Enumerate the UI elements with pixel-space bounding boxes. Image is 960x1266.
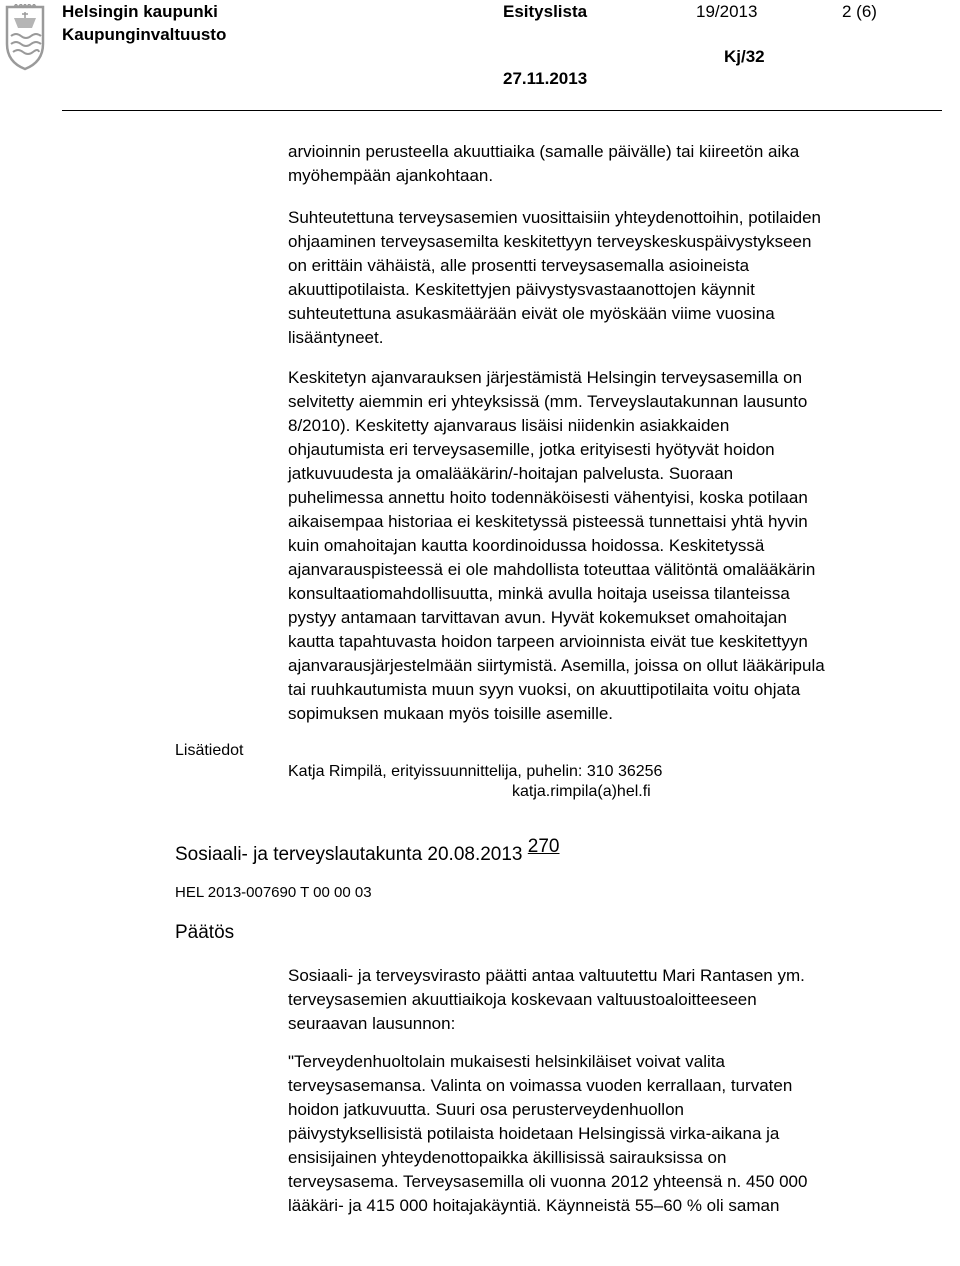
paragraph-2 [288, 206, 928, 350]
text-line: ajanvarausjärjestelmään siirtymistä. Asemilla, joissa on ollut lääkäripula [288, 656, 825, 675]
text-line: myöhempään ajankohtaan. [288, 166, 494, 185]
meeting-heading [175, 836, 560, 867]
diary-number: HEL 2013-007690 T 00 00 03 [175, 884, 372, 901]
text-line: akuuttipotilaista. Keskitettyjen päivystysvastaanottojen käynnit [288, 280, 755, 299]
text-line: "Terveydenhuoltolain mukaisesti helsinkiläiset voivat valita [288, 1052, 725, 1071]
helsinki-coat-of-arms-logo [4, 4, 46, 72]
lisatiedot-label: Lisätiedot [175, 742, 244, 759]
contact-email: katja.rimpila(a)hel.fi [512, 783, 651, 800]
header-date: 27.11.2013 [503, 69, 588, 88]
paatos-label: Päätös [175, 922, 235, 943]
text-line: kuin omahoitajan kautta koordinoidussa hoidossa. Keskitetyssä [288, 536, 765, 555]
text-line: lisääntyneet. [288, 328, 384, 347]
decision-paragraph-1 [288, 964, 928, 1036]
header-body: Kaupunginvaltuusto [62, 25, 227, 44]
text-line: Keskitetyn ajanvarauksen järjestämistä Helsingin terveysasemilla on [288, 368, 803, 387]
header-case-ref: Kj/32 [724, 47, 765, 66]
text-line: selvitetty aiemmin eri yhteyksissä (mm. Terveyslautakunnan lausunto [288, 392, 808, 411]
text-line: hoidon jatkuvuutta. Suuri osa perusterveydenhuollon [288, 1100, 684, 1119]
header-divider [62, 110, 942, 111]
text-line: terveysasemansa. Valinta on voimassa vuoden kerrallaan, turvaten [288, 1076, 793, 1095]
header-doc-type: Esityslista [503, 2, 588, 21]
text-line: Suhteutettuna terveysasemien vuosittaisiin yhteydenottoihin, potilaiden [288, 208, 822, 227]
text-line: suhteutettuna asukasmäärään eivät ole myöskään viime vuosina [288, 304, 775, 323]
text-line: kautta tapahtuvasta hoidon tarpeen arvioinnista eivät tue keskitettyyn [288, 632, 808, 651]
text-line: Sosiaali- ja terveysvirasto päätti antaa valtuutettu Mari Rantasen ym. [288, 966, 805, 985]
text-line: on erittäin vähäistä, alle prosentti terveysasemalla asioineista [288, 256, 750, 275]
text-line: aikaisempaa historiaa ei keskitetyssä pisteessä tunnettaisi yhtä hyvin [288, 512, 808, 531]
text-line: terveysasema. Terveysasemilla oli vuonna 2012 yhteensä n. 450 000 [288, 1172, 808, 1191]
header-page-number: 2 (6) [842, 2, 877, 21]
text-line: sopimuksen mukaan myös toisille asemille. [288, 704, 614, 723]
decision-paragraph-2 [288, 1050, 928, 1218]
text-line: lääkäri- ja 415 000 hoitajakäyntiä. Käynneistä 55–60 % oli saman [288, 1196, 780, 1215]
text-line: jatkuvuudesta ja omalääkärin/-hoitajan palvelusta. Suoraan [288, 464, 734, 483]
header-city: Helsingin kaupunki [62, 2, 218, 21]
meeting-title: Sosiaali- ja terveyslautakunta 20.08.2013 [175, 844, 523, 865]
paragraph-1 [288, 140, 928, 188]
text-line: konsultaatiomahdollisuutta, minkä avulla hoitaja useissa tilanteissa [288, 584, 790, 603]
text-line: arvioinnin perusteella akuuttiaika (samalle päivälle) tai kiireetön aika [288, 142, 800, 161]
header-doc-number: 19/2013 [696, 2, 758, 21]
contact-info: Katja Rimpilä, erityissuunnittelija, puhelin: 310 36256 [288, 763, 663, 780]
text-line: terveysasemien akuuttiaikoja koskevaan valtuustoaloitteeseen [288, 990, 757, 1009]
section-number: 270 [527, 836, 560, 857]
text-line: ensisijainen yhteydenottopaikka äkillisissä sairauksissa on [288, 1148, 727, 1167]
text-line: puhelimessa annettu hoito todennäköisesti vähentyisi, koska potilaan [288, 488, 808, 507]
text-line: ohjaaminen terveysasemilta keskitettyyn terveyskeskuspäivystykseen [288, 232, 812, 251]
text-line: pystyy antamaan tarvittavan avun. Hyvät kokemukset omahoitajan [288, 608, 787, 627]
text-line: ajanvarauspisteessä ei ole mahdollista toteuttaa välitöntä omalääkärin [288, 560, 816, 579]
text-line: seuraavan lausunnon: [288, 1014, 456, 1033]
text-line: tai ruuhkautumista muun syyn vuoksi, on akuuttipotilaita voitu ohjata [288, 680, 801, 699]
paragraph-3 [288, 366, 928, 726]
text-line: päivystyksellisistä potilaista hoidetaan Helsingissä virka-aikana ja [288, 1124, 780, 1143]
text-line: 8/2010). Keskitetty ajanvaraus lisäisi niidenkin asiakkaiden [288, 416, 730, 435]
text-line: ohjautumista eri terveysasemille, jotka erityisesti hyötyvät hoidon [288, 440, 775, 459]
